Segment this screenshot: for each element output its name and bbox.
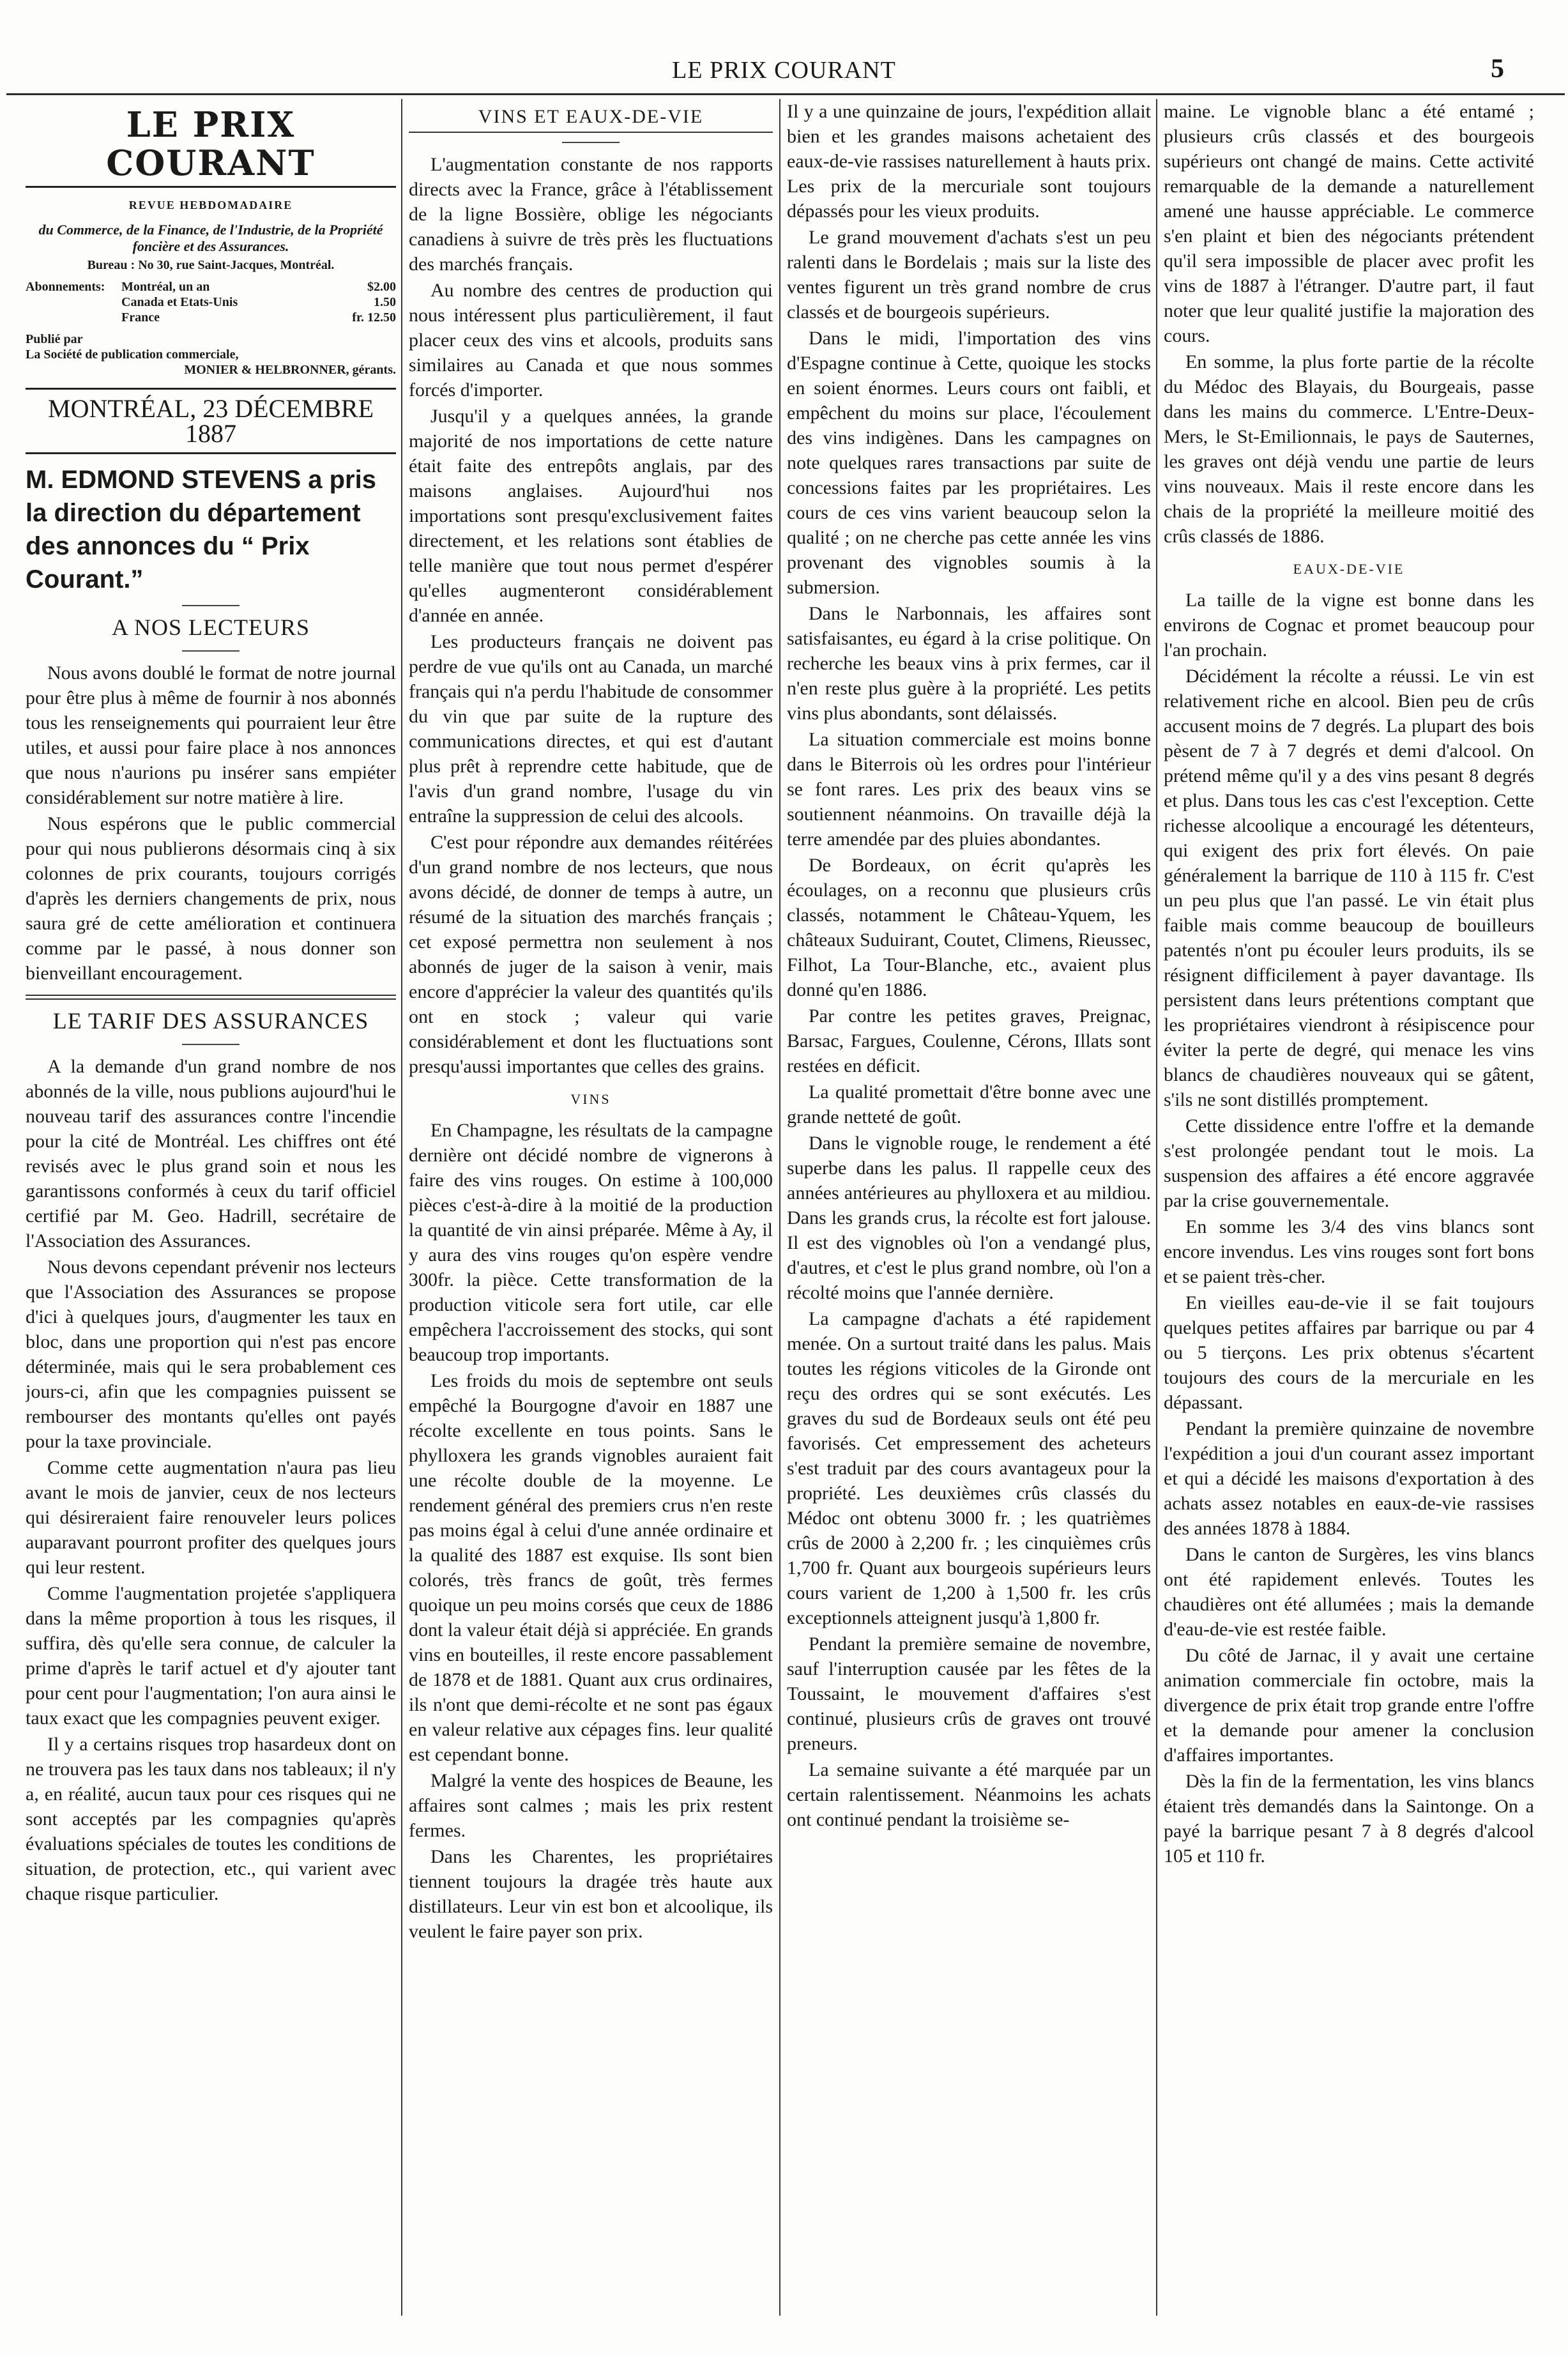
paragraph: Le grand mouvement d'achats s'est un peu ralenti dans le Bordelais ; mais sur la liste des ventes figurent un très grand nombre de crus classés et de bourgeois supérieurs. (787, 227, 1151, 323)
paragraph: Dès la fin de la fermentation, les vins blancs étaient très demandés dans la Saintonge. On a payé la barrique pesant 7 à 8 degrés d'alcool 105 et 110 fr. (1164, 1771, 1534, 1867)
paragraph: Pendant la première semaine de novembre, sauf l'interruption causée par les fêtes de la Toussaint, le mouvement d'affaires s'est continué, plusieurs crûs de graves ont trouvé preneurs. (787, 1633, 1151, 1754)
paragraph: C'est pour répondre aux demandes réitérées d'un grand nombre de nos lecteurs, que nous avons décidé, de donner de temps à autre, un résumé de la situation des marchés français ; cet exposé permettra non seulement à nos abonnés de juger de la saison à venir, mais encore d'apprécier la valeur des quantités qu'ils ont en stock ; valeur qui varie considérablement et dont les fluctuations sont presqu'aussi importantes que celles des grains. (409, 832, 773, 1077)
subscription-price: 1.50 (374, 295, 396, 309)
paragraph: Dans le vignoble rouge, le rendement a été superbe dans les palus. Il rappelle ceux des années antérieures au phylloxera et au mildiou. Dans les grands crus, la récolte est fort jalouse. Il est des vignobles où l'on a vendangé plus, d'autres, et c'est le plus grand nombre, où l'on a récolté moins que l'année dernière. (787, 1133, 1151, 1303)
paragraph: En somme, la plus forte partie de la récolte du Médoc des Blayais, du Bourgeais, passe dans les mains du commerce. L'Entre-Deux-Mers, le St-Emilionnais, le pays de Sauternes, les graves ont déjà vendu une partie de leurs vins nouveaux. Mais il reste encore dans les chais de la propriété la meilleure moitié des crûs classés de 1886. (1164, 351, 1534, 547)
paragraph: La taille de la vigne est bonne dans les environs de Cognac et promet beaucoup pour l'an prochain. (1164, 590, 1534, 661)
paragraph: La semaine suivante a été marquée par un certain ralentissement. Néanmoins les achats ont continué pendant la troisième se- (787, 1759, 1151, 1830)
section-heading-tarif: LE TARIF DES ASSURANCES (52, 1008, 369, 1034)
paragraph: La situation commerciale est moins bonne dans le Biterrois où les ordres pour l'intérieur se font rares. Les prix des beaux vins se soutiennent néanmoins. On travaille déjà la terre amendée par des pluies abondantes. (787, 729, 1151, 850)
paragraph: Par contre les petites graves, Preignac, Barsac, Fargues, Coulenne, Cérons, Illats sont restées en déficit. (787, 1005, 1151, 1076)
subscription-price: fr. 12.50 (352, 310, 396, 325)
subscription-price: $2.00 (367, 280, 396, 294)
paragraph: Comme l'augmentation projetée s'appliquera dans la même proportion à tous les risques, il suffira, dès qu'elle sera connue, de calculer la prime d'après le tarif actuel et d'y ajouter tant pour cent pour l'augmentation; l'on aura ainsi le taux exact que les compagnies peuvent exiger. (26, 1583, 396, 1729)
column-rule (779, 99, 780, 2316)
paragraph: Dans le Narbonnais, les affaires sont satisfaisantes, eu égard à la crise politique. On recherche les beaux vins à prix fermes, car il n'en reste plus guère à la propriété. Les petits vins plus abondants, sont délaissés. (787, 603, 1151, 724)
paragraph: L'augmentation constante de nos rapports directs avec la France, grâce à l'établissement de la ligne Bossière, oblige les négociants canadiens à suivre de très près les fluctuations des marchés français. (409, 154, 773, 275)
column-2 (409, 99, 773, 2316)
paragraph: maine. Le vignoble blanc a été entamé ; plusieurs crûs classés et des bourgeois supérieurs ont changé de mains. Cette activité remarquable de la demande a naturellement amené une hausse appréciable. Le commerce s'en plaint et bien des négociants prétendent qu'il sera impossible de placer avec profit les vins de 1887 à l'étranger. D'autre part, il faut noter que leur qualité justifie la majoration des cours. (1164, 101, 1534, 346)
publisher-name: La Société de publication commerciale, (26, 348, 239, 362)
paragraph: Du côté de Jarnac, il y avait une certaine animation commerciale fin octobre, mais la divergence de prix était trop grande entre l'offre et la demande pour amener la conclusion d'affaires importantes. (1164, 1645, 1534, 1766)
paragraph: En vieilles eau-de-vie il se fait toujours quelques petites affaires par barrique ou par 4 ou 5 tierçons. Les prix obtenus s'écartent toujours des cours de la mercuriale en les dépassant. (1164, 1292, 1534, 1413)
subscription-desc: Canada et Etats-Unis (121, 295, 238, 309)
section-divider (26, 995, 396, 1000)
subheading-vins: VINS (570, 1091, 611, 1107)
paragraph: Au nombre des centres de production qui nous intéressent plus particulièrement, il faut placer ceux des vins et alcools, produits sans similaires au Canada et que nous sommes forcés d'importer. (409, 280, 773, 401)
paragraph: Il y a certains risques trop hasardeux dont on ne trouvera pas les taux dans nos tableaux; il n'y a, en réalité, aucun taux pour ces risques qui ne sont acceptés par les compagnies qu'après évaluations spéciales de toutes les conditions de situation, de protection, etc., qui varient avec chaque risque particulier. (26, 1734, 396, 1904)
paragraph: Comme cette augmentation n'aura pas lieu avant le mois de janvier, ceux de nos lecteurs qui désireraient faire renouveler leurs polices auparavant pourront profiter des quelques jours qui leur restent. (26, 1457, 396, 1578)
paragraph: Dans le midi, l'importation des vins d'Espagne continue à Cette, quoique les stocks en soient énormes. Leurs cours ont faibli, et empêchent du moins sur place, l'écoulement des vins indigènes. Dans les campagnes on note quelques rares transactions par suite de concessions faites par les propriétaires. Les cours de ces vins varient beaucoup selon la qualité ; on ne cherche pas cette année les vins provenant des vignobles soumis à la submersion. (787, 328, 1151, 598)
masthead-bureau: Bureau : No 30, rue Saint-Jacques, Montréal. (87, 258, 335, 272)
paragraph: La campagne d'achats a été rapidement menée. On a surtout traité dans les palus. Mais toutes les régions viticoles de la Gironde ont reçu des ordres qui se sont exécutés. Les graves du sud de Bordeaux seuls ont été peu favorisés. Cet empressement des acheteurs s'est traduit par des cours avantageux pour la propriété. Les deuxièmes crûs classés du Médoc ont obtenu 3000 fr. ; les quatrièmes crûs de 2000 à 2,200 fr. ; les cinquièmes crûs 1,700 fr. Quant aux bourgeois supérieurs leurs cours varient de 1,200 à 1,500 fr. les crûs exceptionnels atteignent jusqu'à 1,800 fr. (787, 1308, 1151, 1628)
dateline: MONTRÉAL, 23 DÉCEMBRE 1887 (26, 388, 396, 454)
subscriptions-label: Abonnements: (26, 280, 105, 294)
masthead-tagline: du Commerce, de la Finance, de l'Industrie, de la Propriété foncière et des Assurances. (38, 222, 383, 254)
published-by-label: Publié par (26, 332, 83, 346)
paragraph: Malgré la vente des hospices de Beaune, les affaires sont calmes ; mais les prix restent fermes. (409, 1770, 773, 1841)
column-rule (1156, 99, 1157, 2316)
subscription-row (26, 310, 396, 325)
subscriptions-table (26, 279, 396, 325)
subscription-desc: Montréal, un an (121, 280, 210, 294)
paragraph: De Bordeaux, on écrit qu'après les écoulages, on a reconnu que plusieurs crûs classés, notamment le Château-Yquem, les châteaux Suduirant, Coutet, Climens, Rieussec, Filhot, La Tour-Blanche, etc., avaient plus donné qu'en 1886. (787, 855, 1151, 1000)
paragraph: Les producteurs français ne doivent pas perdre de vue qu'ils ont au Canada, un marché français qui n'a perdu l'habitude de consommer du vin que par suite de la rupture des communications directes, et qui est d'autant plus prêt à reprendre cette habitude, que de l'avis d'un grand nombre, l'usage du vin entraîne la suppression de celui des alcools. (409, 631, 773, 827)
column-3 (787, 99, 1151, 2316)
paragraph: En somme les 3/4 des vins blancs sont encore invendus. Les vins rouges sont fort bons et se paient très-cher. (1164, 1216, 1534, 1287)
column-4 (1164, 99, 1534, 2316)
divider (182, 605, 240, 606)
running-title: LE PRIX COURANT (672, 57, 896, 84)
paragraph: Nous avons doublé le format de notre journal pour être plus à même de fournir à nos abonnés tous les renseignements qui pourraient leur être utiles, et aussi pour faire place à nos annonces que nous n'aurions pu insérer sans empiéter considérablement sur notre matière à lire. (26, 662, 396, 808)
section-heading-lecteurs: A NOS LECTEURS (111, 615, 310, 640)
paragraph: Dans le canton de Surgères, les vins blancs ont été rapidement enlevés. Toutes les chaudières ont été allumées ; mais la demande d'eau-de-vie est restée faible. (1164, 1544, 1534, 1640)
subheading-eaux-de-vie: EAUX-DE-VIE (1293, 561, 1405, 577)
masthead-subtitle: REVUE HEBDOMADAIRE (128, 199, 293, 211)
subscription-desc: France (121, 310, 160, 325)
paragraph: Décidément la récolte a réussi. Le vin est relativement riche en alcool. Bien peu de crûs accusent moins de 7 degrés. La plupart des bois pèsent de 7 à 7 degrés et demi d'alcool. On prétend même qu'il y a des vins pesant 8 degrés et plus. Dans tous les cas c'est l'exception. Cette richesse alcoolique a encouragé les détenteurs, qui exigent des prix fort élevés. On paie généralement la barrique de 110 à 115 fr. C'est un peu plus que l'an passé. Le vin était plus faible mais comme beaucoup de bouilleurs patentés n'ont pu écouler leurs produits, ils se résignent difficilement à payer davantage. Ils persistent dans leurs prétentions comptant que les propriétaires viendront à résipiscence pour éviter la perte de degré, qui menace les vins blancs de chaudières nouveaux qui se gâtent, s'ils ne sont distillés promptement. (1164, 666, 1534, 1110)
publisher-block (26, 332, 396, 378)
paragraph: Nous espérons que le public commercial pour qui nous publierons désormais cinq à six colonnes de prix courants, toujours corrigés d'après les derniers changements de prix, nous saura gré de cette amélioration et continuera comme par le passé, à nous donner son bienveillant encouragement. (26, 813, 396, 984)
paragraph: Nous devons cependant prévenir nos lecteurs que l'Association des Assurances se propose d'ici à quelques jours, d'augmenter les taux en bloc, dans une proportion qui n'est pas encore déterminée, mais qui le sera probablement ces jours-ci, afin que les compagnies puissent se rembourser des montants qu'elles ont payés pour la taxe provinciale. (26, 1257, 396, 1452)
subscription-row (26, 279, 396, 294)
subscription-row (26, 294, 396, 310)
paragraph: Cette dissidence entre l'offre et la demande s'est prolongée pendant tout le mois. La suspension des affaires a été encore aggravée par la crise gouvernementale. (1164, 1115, 1534, 1211)
masthead-title: LE PRIX COURANT (26, 105, 396, 188)
section-heading-vins-eaux: VINS ET EAUX-DE-VIE (409, 104, 773, 133)
announcement: M. EDMOND STEVENS a pris la direction du département des annonces du “ Prix Courant.” (26, 466, 376, 593)
paragraph: Il y a une quinzaine de jours, l'expédition allait bien et les grandes maisons achetaient des eaux-de-vie rassises naturellement à hauts prix. Les prix de la mercuriale sont toujours dépassés pour les vieux produits. (787, 101, 1151, 222)
paragraph: La qualité promettait d'être bonne avec une grande netteté de goût. (787, 1081, 1151, 1127)
paragraph: Dans les Charentes, les propriétaires tiennent toujours la dragée très haute aux distillateurs. Leur vin est bon et alcoolique, ils veulent le faire payer son prix. (409, 1846, 773, 1942)
divider (182, 650, 240, 652)
paragraph: En Champagne, les résultats de la campagne dernière ont décidé nombre de vignerons à faire des vins rouges. On estime à 100,000 pièces c'est-à-dire à la moitié de la production la quantité de vin ainsi préparée. Même à Ay, il y aura des vins rouges qu'on espère vendre 300fr. la pièce. Cette transformation de la production viticole sera fort utile, car elle empêchera l'accroissement des stocks, qui sont beaucoup trop importants. (409, 1120, 773, 1365)
header-rule (6, 93, 1565, 95)
paragraph: Les froids du mois de septembre ont seuls empêché la Bourgogne d'avoir en 1887 une récolte excellente en tous points. Sans le phylloxera les grands vignobles auraient fait une récolte double de la moyenne. Le rendement général des premiers crus n'en reste pas moins égal à celui d'une année ordinaire et la qualité des 1887 est exquise. Ils sont bien colorés, très francs de goût, très fermes quoique un peu moins corsés que ceux de 1886 dont la valeur était déjà si appréciée. En grands vins en bouteilles, il reste encore passablement de 1878 et de 1881. Quant aux crus ordinaires, ils n'ont que demi-récolte et ne sont pas égaux en valeur relative aux cépages fins. leur qualité est cependant bonne. (409, 1370, 773, 1765)
paragraph: Pendant la première quinzaine de novembre l'expédition a joui d'un courant assez important et qui a décidé les maisons d'exportation à des achats assez notables en eaux-de-vie rassises des années 1878 à 1884. (1164, 1418, 1534, 1539)
divider (182, 1044, 240, 1045)
paragraph: A la demande d'un grand nombre de nos abonnés de la ville, nous publions aujourd'hui le nouveau tarif des assurances contre l'incendie pour la cité de Montréal. Les chiffres ont été revisés avec le plus grand soin et nous les garantissons conformés à ceux du tarif officiel certifié par M. Geo. Hadrill, secrétaire de l'Association des Assurances. (26, 1056, 396, 1251)
column-1 (26, 99, 396, 2316)
page-number: 5 (1491, 54, 1504, 84)
paragraph: Jusqu'il y a quelques années, la grande majorité de nos importations de cette nature était faite des entrepôts anglais, par des maisons anglaises. Aujourd'hui nos importations sont presqu'exclusivement faites directement, et les relations sont établies de telle manière que tout nous permet d'espérer qu'elles augmenteront considérablement d'année en année. (409, 406, 773, 626)
publisher-managers: MONIER & HELBRONNER, gérants. (184, 363, 396, 377)
column-rule (401, 99, 402, 2316)
divider (562, 142, 620, 143)
